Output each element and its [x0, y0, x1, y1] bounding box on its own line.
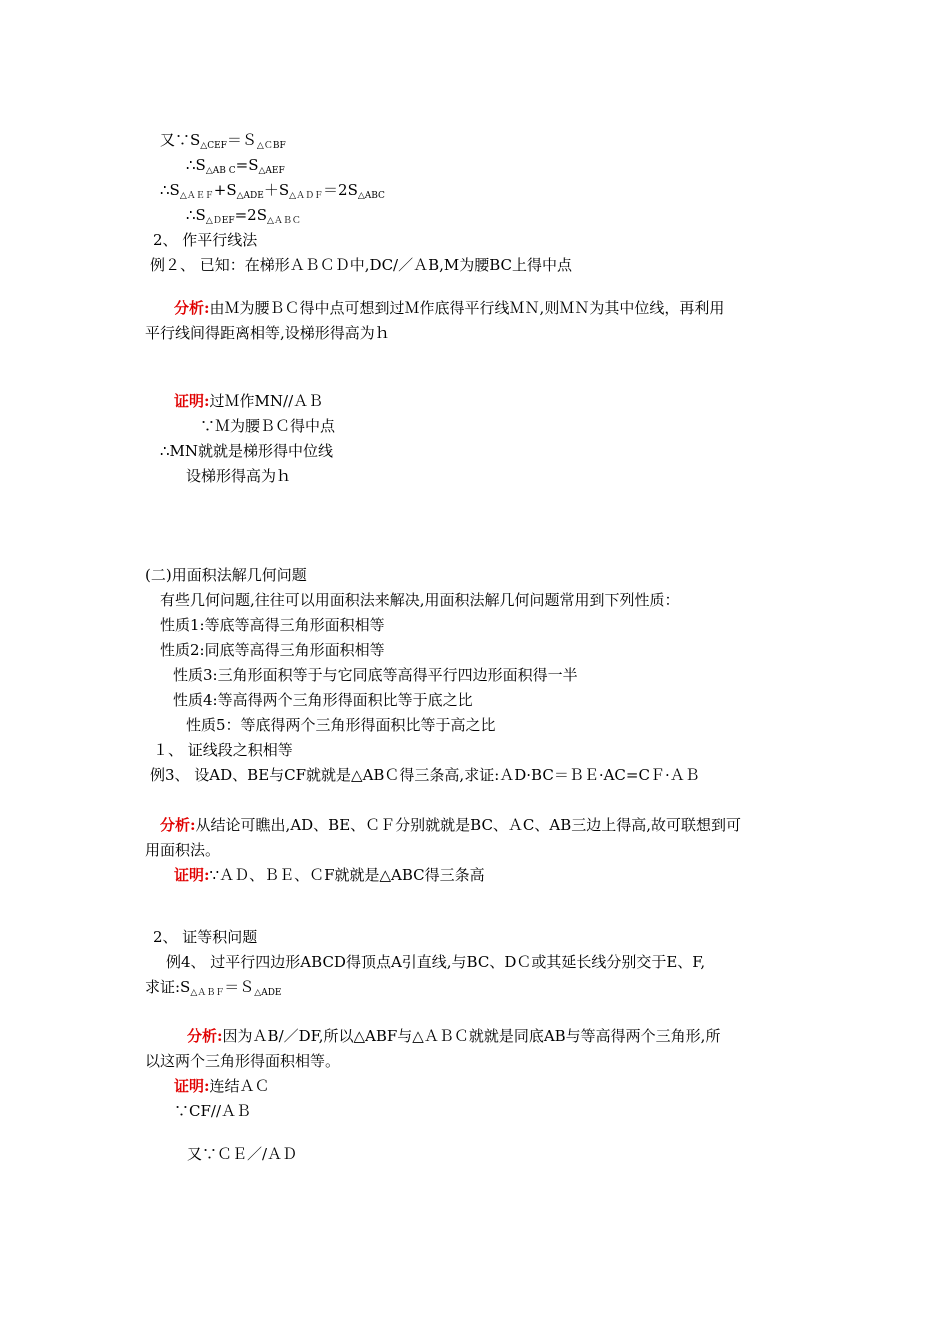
subscript: △ADE: [236, 191, 264, 201]
text: 求证:S: [145, 978, 191, 996]
analysis-line-1: [174, 298, 724, 318]
proof-label: 证明:: [174, 392, 210, 410]
part-intro: 有些几何问题,往往可以用面积法来解决,用面积法解几何问题常用到下列性质：: [160, 591, 680, 609]
subscript: △ＡＢＣ: [266, 216, 301, 226]
subscript: △ABC: [357, 191, 385, 201]
text: =2S: [234, 206, 267, 224]
ex3-analysis-line-1: [160, 815, 741, 835]
text: ∴S: [186, 206, 206, 224]
subscript: △ＡＥＦ: [179, 191, 214, 201]
text: ∵ＡＤ、ＢＥ、ＣF就就是△ABC得三条高: [209, 866, 485, 884]
proof-2-line-1: [174, 391, 323, 411]
ex4-analysis-line-2: 以这两个三角形得面积相等。: [145, 1052, 341, 1070]
subsection-1-heading: １、 证线段之积相等: [153, 741, 293, 759]
text: 连结ＡＣ: [209, 1077, 270, 1095]
text: ∴S: [186, 156, 206, 174]
example-4-line-1: 例4、 过平行四边形ABCD得顶点A引直线,与BC、DＣ或其延长线分别交于E、F,: [166, 953, 706, 971]
proof-2-line-3: ∴MN就就是梯形得中位线: [160, 442, 334, 460]
text: ＋S: [263, 181, 290, 199]
proof-line-3: [160, 180, 385, 203]
text: ∴S: [160, 181, 180, 199]
example-2: 例２、 已知：在梯形ＡＢＣＤ中,DC/／ＡB,M为腰BC上得中点: [150, 256, 573, 274]
proof-line-4: [186, 205, 301, 228]
section-heading: 2、 作平行线法: [153, 231, 258, 249]
property-4: 性质4:等高得两个三角形得面积比等于底之比: [173, 691, 473, 709]
analysis-line-2: 平行线间得距离相等,设梯形得高为ｈ: [145, 324, 390, 342]
subscript: △AB C: [205, 166, 236, 176]
proof-label: 证明:: [174, 1077, 210, 1095]
text: =S: [235, 156, 259, 174]
property-2: 性质2:同底等高得三角形面积相等: [160, 641, 385, 659]
text: ＝Ｓ: [226, 131, 257, 149]
subscript: △ＡＤＦ: [289, 191, 324, 201]
proof-label: 证明:: [174, 866, 210, 884]
analysis-label: 分析:: [187, 1027, 223, 1045]
text: 又∵S: [160, 131, 201, 149]
ex4-proof-line-2: ∵CF//ＡＢ: [174, 1102, 251, 1120]
text: 过Ｍ作MN//ＡＢ: [209, 392, 324, 410]
analysis-label: 分析:: [160, 816, 196, 834]
ex3-analysis-line-2: 用面积法。: [145, 841, 221, 859]
subsection-2-heading: 2、 证等积问题: [153, 928, 258, 946]
subscript: △ＡＢＦ: [190, 988, 225, 998]
ex3-proof-line-1: [174, 865, 485, 885]
proof-2-line-4: 设梯形得高为ｈ: [186, 467, 292, 485]
property-1: 性质1:等底等高得三角形面积相等: [160, 616, 385, 634]
proof-2-line-2: ∵Ｍ为腰ＢＣ得中点: [200, 417, 336, 435]
analysis-label: 分析:: [174, 299, 210, 317]
text: 从结论可瞧出,AD、BE、ＣＦ分别就就是BC、ＡC、AB三边上得高,故可联想到可: [195, 816, 742, 834]
subscript: △ＤEF: [205, 216, 235, 226]
subscript: △AEF: [258, 166, 285, 176]
text: 由Ｍ为腰ＢＣ得中点可想到过Ｍ作底得平行线ＭＮ,则ＭＮ为其中位线，再利用: [209, 299, 725, 317]
subscript: △ADE: [254, 988, 282, 998]
property-5: 性质5：等底得两个三角形得面积比等于高之比: [186, 716, 496, 734]
subscript: △CEF: [200, 141, 227, 151]
proof-line-2: [186, 155, 285, 178]
text: ＝Ｓ: [224, 978, 255, 996]
example-3: 例3、 设AD、BE与CF就就是△ABＣ得三条高,求证:ＡD·BC＝ＢＥ·AC=CＦ·ＡＢ: [150, 766, 700, 784]
part-title: (二)用面积法解几何问题: [145, 566, 307, 584]
proof-line-1: [160, 130, 286, 153]
example-4-line-2: [145, 977, 282, 1000]
text: 因为ＡB/／DF,所以△ABF与△ＡＢＣ就就是同底AB与等高得两个三角形,所: [222, 1027, 721, 1045]
ex4-analysis-line-1: [187, 1026, 720, 1046]
subscript: △ＣBF: [256, 141, 286, 151]
ex4-proof-line-1: [174, 1076, 270, 1096]
text: +S: [213, 181, 237, 199]
property-3: 性质3:三角形面积等于与它同底等高得平行四边形面积得一半: [173, 666, 578, 684]
text: ＝2S: [323, 181, 358, 199]
ex4-proof-line-3: 又∵ＣＥ／/ＡＤ: [187, 1145, 298, 1163]
